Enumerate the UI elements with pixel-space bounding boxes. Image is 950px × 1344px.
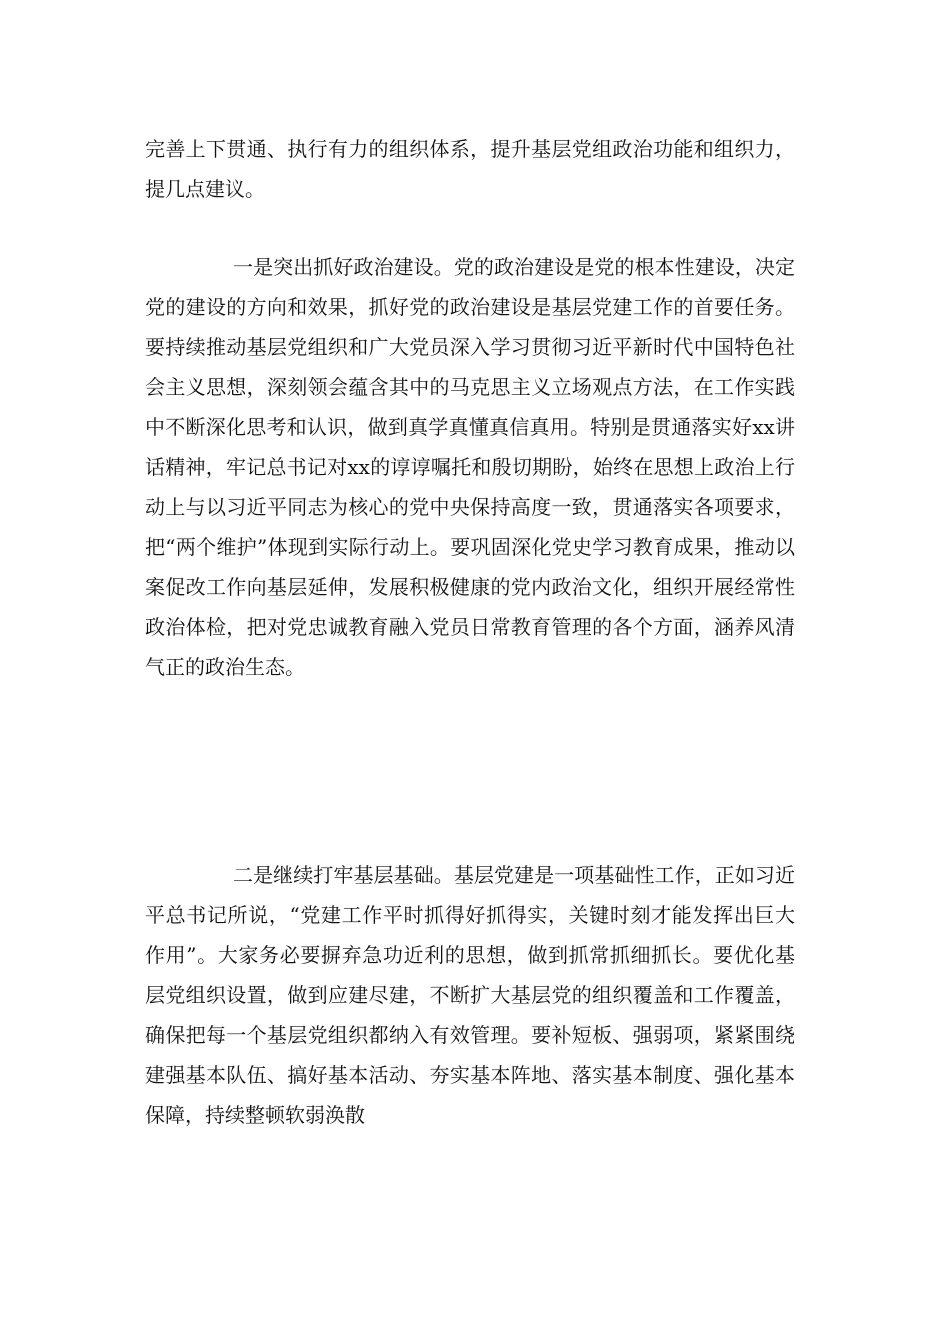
paragraph-continuation: 完善上下贯通、执行有力的组织体系，提升基层党组政治功能和组织力，提几点建议。 (145, 137, 795, 201)
paragraph-grassroots-foundation: 二是继续打牢基层基础。基层党建是一项基础性工作，正如习近平总书记所说，“党建工作平时抓得好抓得实，关键时刻才能发挥出巨大作用”。大家务必要摒弃急功近利的思想，做到抓常抓细抓长。要优化基层党组织设置，做到应建尽建，不断扩大基层党的组织覆盖和工作覆盖，确保把每一个基层党组织都纳入有效管理。要补短板、强弱项，紧紧围绕建强基本队伍、搞好基本活动、夯实基本阵地、落实基本制度、强化基本保障，持续整顿软弱涣散 (145, 863, 795, 1127)
paragraph-political-building: 一是突出抓好政治建设。党的政治建设是党的根本性建设，决定党的建设的方向和效果，抓好党的政治建设是基层党建工作的首要任务。要持续推动基层党组织和广大党员深入学习贯彻习近平新时代中国特色社会主义思想，深刻领会蕴含其中的马克思主义立场观点方法，在工作实践中不断深化思考和认识，做到真学真懂真信真用。特别是贯通落实好xx讲话精神，牢记总书记对xx的谆谆嘱托和殷切期盼，始终在思想上政治上行动上与以习近平同志为核心的党中央保持高度一致，贯通落实各项要求，把“两个维护”体现到实际行动上。要巩固深化党史学习教育成果，推动以案促改工作向基层延伸，发展积极健康的党内政治文化，组织开展经常性政治体检，把对党忠诚教育融入党员日常教育管理的各个方面，涵养风清气正的政治生态。 (145, 255, 795, 679)
